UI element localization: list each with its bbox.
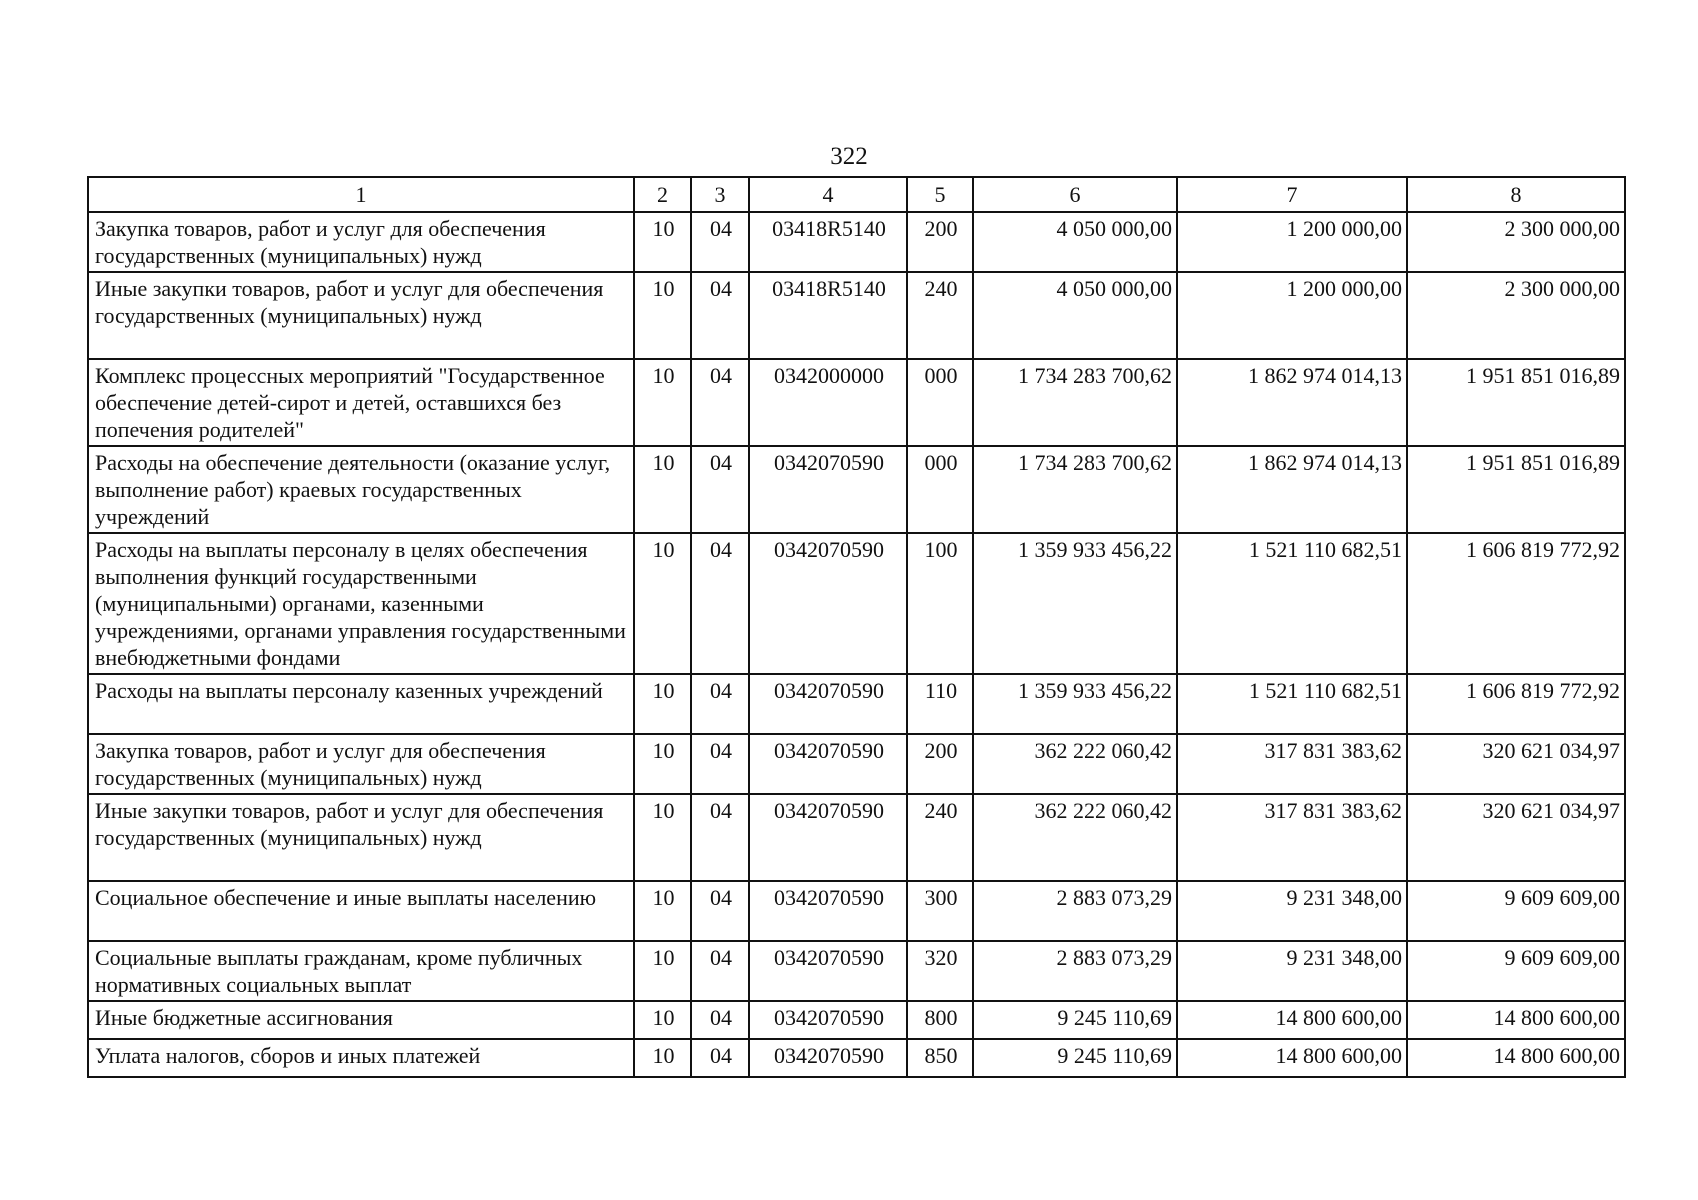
table-body	[88, 212, 1625, 1077]
target-article-code: 0342070590	[749, 674, 907, 734]
col-header-8: 8	[1407, 177, 1625, 212]
subsection-code: 04	[691, 734, 749, 794]
col-header-4: 4	[749, 177, 907, 212]
amount-col-7: 1 521 110 682,51	[1177, 533, 1407, 674]
amount-col-6: 1 359 933 456,22	[973, 674, 1177, 734]
row-description: Расходы на выплаты персоналу казенных учреждений	[88, 674, 634, 734]
col-header-7: 7	[1177, 177, 1407, 212]
table-row	[88, 674, 1625, 734]
amount-col-7: 1 862 974 014,13	[1177, 446, 1407, 533]
target-article-code: 0342070590	[749, 734, 907, 794]
table-row	[88, 1039, 1625, 1077]
row-description: Закупка товаров, работ и услуг для обеспечения государственных (муниципальных) нужд	[88, 212, 634, 272]
subsection-code: 04	[691, 446, 749, 533]
target-article-code: 0342000000	[749, 359, 907, 446]
row-description: Уплата налогов, сборов и иных платежей	[88, 1039, 634, 1077]
amount-col-7: 1 862 974 014,13	[1177, 359, 1407, 446]
section-code: 10	[634, 272, 691, 359]
amount-col-6: 1 734 283 700,62	[973, 446, 1177, 533]
amount-col-7: 1 200 000,00	[1177, 212, 1407, 272]
section-code: 10	[634, 881, 691, 941]
subsection-code: 04	[691, 941, 749, 1001]
amount-col-8: 1 606 819 772,92	[1407, 533, 1625, 674]
section-code: 10	[634, 1001, 691, 1039]
expense-type-code: 110	[907, 674, 973, 734]
amount-col-8: 14 800 600,00	[1407, 1001, 1625, 1039]
col-header-1: 1	[88, 177, 634, 212]
budget-table	[87, 176, 1626, 1078]
amount-col-7: 317 831 383,62	[1177, 794, 1407, 881]
amount-col-8: 9 609 609,00	[1407, 941, 1625, 1001]
section-code: 10	[634, 446, 691, 533]
amount-col-7: 1 521 110 682,51	[1177, 674, 1407, 734]
row-description: Закупка товаров, работ и услуг для обеспечения государственных (муниципальных) нужд	[88, 734, 634, 794]
section-code: 10	[634, 941, 691, 1001]
subsection-code: 04	[691, 212, 749, 272]
amount-col-8: 14 800 600,00	[1407, 1039, 1625, 1077]
amount-col-8: 9 609 609,00	[1407, 881, 1625, 941]
amount-col-6: 4 050 000,00	[973, 272, 1177, 359]
amount-col-6: 9 245 110,69	[973, 1001, 1177, 1039]
target-article-code: 03418R5140	[749, 212, 907, 272]
table-row	[88, 1001, 1625, 1039]
subsection-code: 04	[691, 1039, 749, 1077]
expense-type-code: 000	[907, 359, 973, 446]
subsection-code: 04	[691, 359, 749, 446]
row-description: Иные закупки товаров, работ и услуг для обеспечения государственных (муниципальных) нужд	[88, 794, 634, 881]
expense-type-code: 320	[907, 941, 973, 1001]
table-row	[88, 212, 1625, 272]
target-article-code: 0342070590	[749, 1039, 907, 1077]
amount-col-6: 4 050 000,00	[973, 212, 1177, 272]
row-description: Расходы на выплаты персоналу в целях обеспечения выполнения функций государственными (муниципальными) органами, казенными учреждениями, органами управления государственными внебюджетными фондами	[88, 533, 634, 674]
amount-col-6: 362 222 060,42	[973, 734, 1177, 794]
target-article-code: 03418R5140	[749, 272, 907, 359]
target-article-code: 0342070590	[749, 941, 907, 1001]
amount-col-7: 9 231 348,00	[1177, 941, 1407, 1001]
amount-col-7: 9 231 348,00	[1177, 881, 1407, 941]
table-row	[88, 734, 1625, 794]
amount-col-7: 14 800 600,00	[1177, 1039, 1407, 1077]
amount-col-8: 2 300 000,00	[1407, 212, 1625, 272]
amount-col-8: 2 300 000,00	[1407, 272, 1625, 359]
expense-type-code: 300	[907, 881, 973, 941]
row-description: Расходы на обеспечение деятельности (оказание услуг, выполнение работ) краевых государственных учреждений	[88, 446, 634, 533]
page-number: 322	[830, 143, 868, 170]
amount-col-6: 2 883 073,29	[973, 941, 1177, 1001]
expense-type-code: 850	[907, 1039, 973, 1077]
subsection-code: 04	[691, 272, 749, 359]
amount-col-6: 1 359 933 456,22	[973, 533, 1177, 674]
table-row	[88, 533, 1625, 674]
row-description: Социальные выплаты гражданам, кроме публичных нормативных социальных выплат	[88, 941, 634, 1001]
subsection-code: 04	[691, 881, 749, 941]
amount-col-7: 317 831 383,62	[1177, 734, 1407, 794]
amount-col-6: 9 245 110,69	[973, 1039, 1177, 1077]
col-header-2: 2	[634, 177, 691, 212]
expense-type-code: 800	[907, 1001, 973, 1039]
subsection-code: 04	[691, 794, 749, 881]
amount-col-6: 1 734 283 700,62	[973, 359, 1177, 446]
amount-col-8: 1 951 851 016,89	[1407, 359, 1625, 446]
table-row	[88, 272, 1625, 359]
section-code: 10	[634, 212, 691, 272]
row-description: Иные закупки товаров, работ и услуг для обеспечения государственных (муниципальных) нужд	[88, 272, 634, 359]
expense-type-code: 240	[907, 794, 973, 881]
section-code: 10	[634, 794, 691, 881]
table-row	[88, 359, 1625, 446]
target-article-code: 0342070590	[749, 881, 907, 941]
section-code: 10	[634, 1039, 691, 1077]
col-header-5: 5	[907, 177, 973, 212]
amount-col-8: 1 951 851 016,89	[1407, 446, 1625, 533]
section-code: 10	[634, 674, 691, 734]
col-header-6: 6	[973, 177, 1177, 212]
target-article-code: 0342070590	[749, 794, 907, 881]
amount-col-6: 2 883 073,29	[973, 881, 1177, 941]
target-article-code: 0342070590	[749, 446, 907, 533]
table-row	[88, 941, 1625, 1001]
subsection-code: 04	[691, 674, 749, 734]
section-code: 10	[634, 359, 691, 446]
header-row	[88, 177, 1625, 212]
expense-type-code: 200	[907, 734, 973, 794]
section-code: 10	[634, 734, 691, 794]
amount-col-8: 320 621 034,97	[1407, 794, 1625, 881]
subsection-code: 04	[691, 1001, 749, 1039]
amount-col-7: 1 200 000,00	[1177, 272, 1407, 359]
section-code: 10	[634, 533, 691, 674]
col-header-3: 3	[691, 177, 749, 212]
row-description: Социальное обеспечение и иные выплаты населению	[88, 881, 634, 941]
table-row	[88, 794, 1625, 881]
expense-type-code: 200	[907, 212, 973, 272]
expense-type-code: 240	[907, 272, 973, 359]
target-article-code: 0342070590	[749, 533, 907, 674]
expense-type-code: 100	[907, 533, 973, 674]
row-description: Комплекс процессных мероприятий "Государственное обеспечение детей-сирот и детей, оставшихся без попечения родителей"	[88, 359, 634, 446]
subsection-code: 04	[691, 533, 749, 674]
target-article-code: 0342070590	[749, 1001, 907, 1039]
table-row	[88, 881, 1625, 941]
amount-col-8: 1 606 819 772,92	[1407, 674, 1625, 734]
table-row	[88, 446, 1625, 533]
amount-col-7: 14 800 600,00	[1177, 1001, 1407, 1039]
amount-col-8: 320 621 034,97	[1407, 734, 1625, 794]
row-description: Иные бюджетные ассигнования	[88, 1001, 634, 1039]
amount-col-6: 362 222 060,42	[973, 794, 1177, 881]
expense-type-code: 000	[907, 446, 973, 533]
